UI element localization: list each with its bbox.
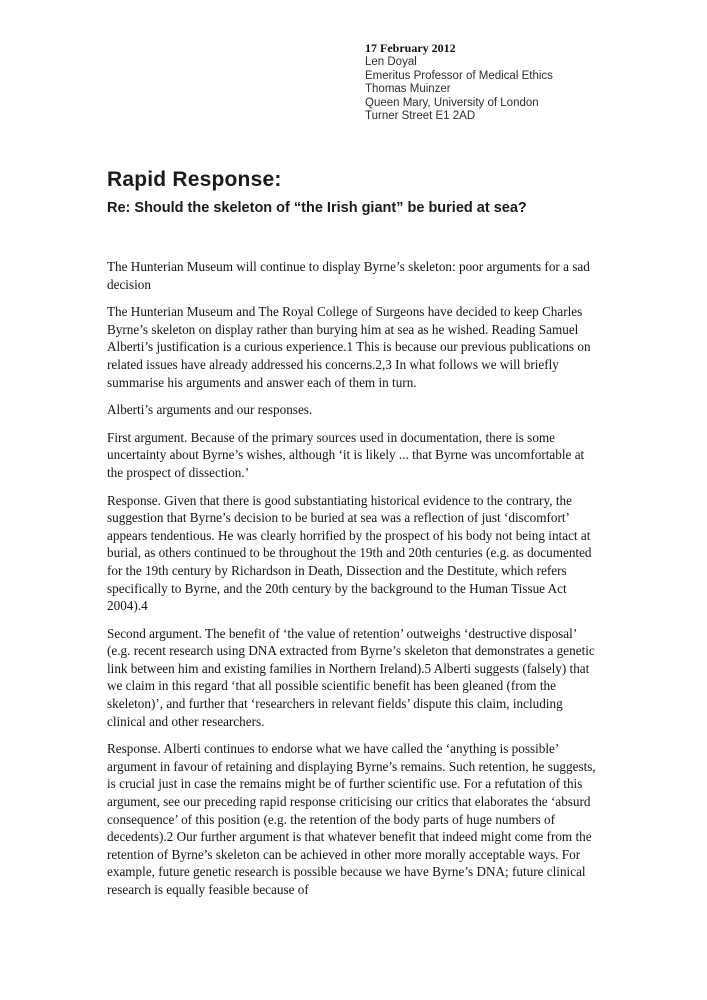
- paragraph-second-argument: Second argument. The benefit of ‘the value of retention’ outweighs ‘destructive disposal’ (e.g. recent research using DNA extracted from Byrne’s skeleton that demonstrates a genetic link between him and existing families in Northern Ireland).5 Alberti suggests (falsely) that we claim in this regard ‘that all possible scientific benefit has been gleaned (from the skeleton)’, and further that ‘researchers in relevant fields’ dispute this claim, including clinical and other researchers.: [107, 625, 595, 729]
- sender-institution: Queen Mary, University of London: [365, 96, 539, 109]
- sender-name: Len Doyal: [365, 56, 417, 69]
- title-block: [107, 168, 617, 216]
- sender-name-secondary: Thomas Muinzer: [365, 83, 451, 96]
- sender-role: Emeritus Professor of Medical Ethics: [365, 69, 553, 82]
- sender-street-address: Turner Street E1 2AD: [365, 110, 476, 123]
- paragraph-lede: The Hunterian Museum will continue to display Byrne’s skeleton: poor arguments for a sad decision: [107, 259, 590, 292]
- letter-date: 17 February 2012: [365, 41, 456, 55]
- paragraph-intro: The Hunterian Museum and The Royal College of Surgeons have decided to keep Charles Byrne’s skeleton on display rather than burying him at sea as he wished. Reading Samuel Alberti’s justification is a curious experience.1 This is because our previous publications on related issues have already addressed his concerns.2,3 In what follows we will briefly summarise his arguments and answer each of them in turn.: [107, 304, 591, 390]
- paragraph-first-argument: First argument. Because of the primary sources used in documentation, there is some uncertainty about Byrne’s wishes, although ‘it is likely ... that Byrne was uncomfortable at the prospect of dissection.’: [107, 429, 585, 480]
- page-subtitle: Re: Should the skeleton of “the Irish giant” be buried at sea?: [107, 200, 527, 216]
- sender-address-block: [365, 42, 553, 123]
- letter-body: [107, 258, 601, 909]
- paragraph-first-response: Response. Given that there is good substantiating historical evidence to the contrary, the suggestion that Byrne’s decision to be buried at sea was a reflection of just ‘discomfort’ appears tendentious. He was clearly horrified by the prospect of his body not being intact at burial, as others continued to be throughout the 19th and 20th centuries (e.g. as documented for the 19th century by Richardson in Death, Dissection and the Destitute, which refers specifically to Byrne, and the 20th century by the background to the Human Tissue Act 2004).4: [107, 492, 592, 614]
- page-title: Rapid Response:: [107, 168, 282, 191]
- paragraph-second-response: Response. Alberti continues to endorse what we have called the ‘anything is possible’ argument in favour of retaining and displaying Byrne’s remains. Such retention, he suggests, is crucial just in case the remains might be of further scientific use. For a refutation of this argument, see our preceding rapid response criticising our critics that elaborates the ‘absurd consequence’ of this position (e.g. the retention of the body parts of huge numbers of decedents).2 Our further argument is that whatever benefit that indeed might come from the retention of Byrne’s skeleton can be achieved in other more morally acceptable ways. For example, future genetic research is possible because we have Byrne’s DNA; future clinical research is equally feasible because of: [107, 741, 596, 897]
- paragraph-section-heading: Alberti’s arguments and our responses.: [107, 402, 313, 418]
